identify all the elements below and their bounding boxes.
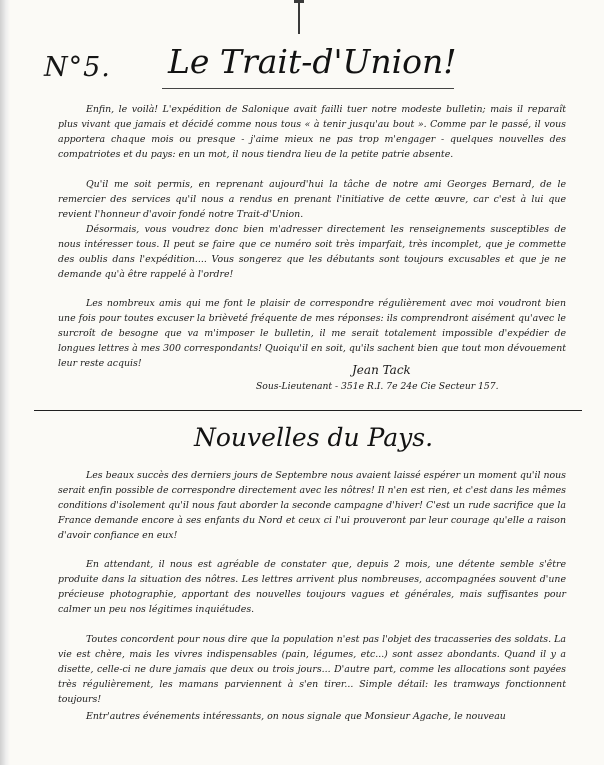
issue-number: N°5.	[44, 52, 111, 83]
section-divider	[34, 410, 582, 411]
letter-paragraph: Les nombreux amis qui me font le plaisir de correspondre régulièrement avec moi voudront bien une fois pour toutes excuser la brièveté fréquente de mes réponses: ils comprendront aisément qu'avec le surcroît de besogne que va m'imposer le bulletin, il me serait totalement impossible d'expédier de longues lettres à mes 300 correspondants! Quoiqu'il en soit, qu'ils sachent bien que tout mon dévouement leur reste acquis!	[58, 298, 566, 369]
masthead-underline	[162, 88, 454, 89]
news-paragraph: Toutes concordent pour nous dire que la population n'est pas l'objet des tracasseries des soldats. La vie est chère, mais les vivres indispensables (pain, légumes, etc...) sont assez abondants. Quand il y a disette, celle-ci ne dure jamais que deux ou trois jours... D'autre part, comme les allocations sont payées très régulièrement, les mamans parviennent à s'en tirer... Simple détail: les tramways fonctionnent toujours!	[58, 634, 566, 705]
letter-paragraph: Qu'il me soit permis, en reprenant aujourd'hui la tâche de notre ami Georges Bernard, de le remercier des services qu'il nous a rendus en prenant l'initiative de cette œuvre, car c'est à lui que revient l'honneur d'avoir fondé notre Trait-d'Union.	[58, 179, 566, 220]
news-paragraph: En attendant, il nous est agréable de constater que, depuis 2 mois, une détente semble s'être produite dans la situation des nôtres. Les lettres arrivent plus nombreuses, accompagnées souvent d'une précieuse photographie, apportant des nouvelles toujours vagues et générales, mais suffisantes pour calmer un peu nos légitimes inquiétudes.	[58, 559, 566, 615]
rank-line: Sous-Lieutenant - 351e R.I. 7e 24e Cie Secteur 157.	[256, 381, 499, 392]
news-paragraph: Les beaux succès des derniers jours de Septembre nous avaient laissé espérer un moment qu'il nous serait enfin possible de correspondre directement avec les nôtres! Il n'en est rien, et c'est dans les mêmes conditions d'isolement qu'il nous faut aborder la seconde campagne d'hiver! C'est un rude sacrifice que la France demande encore à ses enfants du Nord et ceux ci l'ui prouveront par leur courage qu'elle a raison d'avoir confiance en eux!	[58, 470, 566, 541]
section-title: Nouvelles du Pays.	[194, 423, 434, 452]
news-paragraph: Entr'autres événements intéressants, on nous signale que Monsieur Agache, le nouveau	[86, 711, 506, 722]
letter-paragraph: Enfin, le voilà! L'expédition de Salonique avait failli tuer notre modeste bulletin; mais il reparaît plus vivant que jamais et décidé comme nous tous « à tenir jusqu'au bout ». Comme par le passé, il vous apportera chaque mois ou presque - j'aime mieux ne pas trop m'engager - quelques nouvelles des compatriotes et du pays: en un mot, il nous tiendra lieu de la petite patrie absente.	[58, 104, 566, 160]
signature: Jean Tack	[352, 363, 411, 377]
letter-paragraph: Désormais, vous voudrez donc bien m'adresser directement les renseignements susceptibles de nous intéresser tous. Il peut se faire que ce numéro soit très imparfait, très incomplet, que je commette des oublis dans l'expédition.... Vous songerez que les débutants sont toujours excusables et que je ne demande qu'à être rappelé à l'ordre!	[58, 224, 566, 280]
fold-mark	[298, 0, 300, 34]
masthead-title: Le Trait-d'Union!	[168, 42, 457, 81]
